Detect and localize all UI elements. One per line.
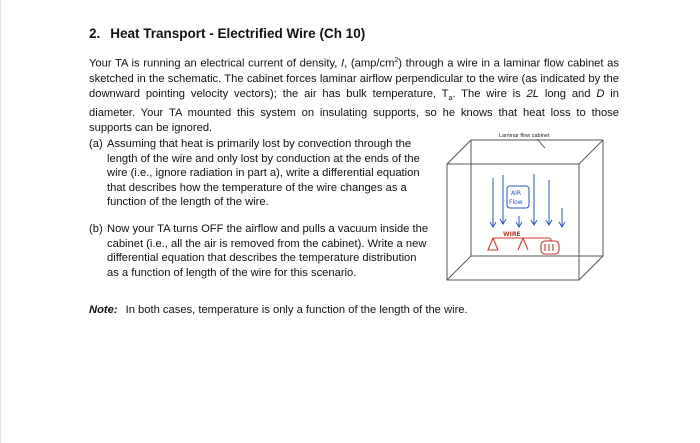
laminar-flow-cabinet-schematic <box>437 128 617 288</box>
diameter-symbol: D <box>596 87 605 100</box>
problem-number: 2. <box>89 26 101 41</box>
airflow-arrows <box>490 174 565 227</box>
cabinet-back-top-right <box>471 140 603 256</box>
question-a-text: Assuming that heat is primarily lost by convection through the length of the wire and only lost by conduction at the ends of the wire (i.e., ignore radiation in part a), write a differential equation that describes how the temperature of the wire changes as a function of the length of the wire. <box>107 138 420 209</box>
problem-title <box>89 26 365 41</box>
note-label: Note: <box>89 304 118 316</box>
insulating-support-right-leg <box>523 238 528 250</box>
cabinet-edge-top-left <box>447 140 471 164</box>
wire-assembly <box>488 238 559 254</box>
insulating-support-right <box>518 238 523 250</box>
question-a <box>89 137 429 210</box>
problem-title-text: Heat Transport - Electrified Wire (Ch 10) <box>110 26 366 41</box>
insulating-support-left <box>488 238 498 250</box>
intro-text-4: . The wire is <box>452 87 527 100</box>
cabinet-edge-top-right <box>579 140 603 164</box>
air-label-line2: Flow <box>509 199 523 206</box>
question-b-label: (b) <box>89 223 103 235</box>
question-b-text: Now your TA turns OFF the airflow and pulls a vacuum inside the cabinet (i.e., all the air is removed from the cabinet). Write a new differential equation that describes the temperature distribution as a function of length of the wire for this scenario. <box>107 223 429 279</box>
units-exponent: 2 <box>394 57 399 64</box>
air-label-line1: AIR <box>511 190 522 197</box>
intro-text-1: Your TA is running an electrical current of density, <box>89 57 341 70</box>
intro-text-6: in diameter. Your TA mounted this system on insulating supports, so he knows that heat loss to those supports can be ignored. <box>89 87 619 134</box>
intro-text-3: ) through a wire in a laminar flow cabinet as sketched in the schematic. The cabinet forces laminar airflow perpendicular to the wire (as indicated by the downward pointing velocity vectors); the air has bulk temperature, T <box>89 57 619 100</box>
note-text: In both cases, temperature is only a function of the length of the wire. <box>125 304 468 316</box>
wire-lead <box>549 238 551 241</box>
question-b <box>89 222 429 280</box>
question-a-label: (a) <box>89 138 103 150</box>
length-symbol: 2L <box>526 87 539 100</box>
intro-text-5: long and <box>539 87 597 100</box>
note <box>89 304 468 316</box>
cabinet-label: Laminar flow cabinet <box>499 133 550 139</box>
cabinet-box <box>447 140 603 280</box>
problem-intro <box>89 53 619 136</box>
intro-text-2: , (amp/cm <box>344 57 395 70</box>
cabinet-edge-bottom-right <box>579 256 603 280</box>
temperature-subscript: a <box>448 94 453 102</box>
insulating-support-left-leg <box>493 238 498 250</box>
wire-label: WIRE <box>503 231 521 238</box>
power-source-box <box>541 241 559 254</box>
cabinet-edge-bottom-left <box>447 256 471 280</box>
current-symbol: I <box>341 57 345 70</box>
